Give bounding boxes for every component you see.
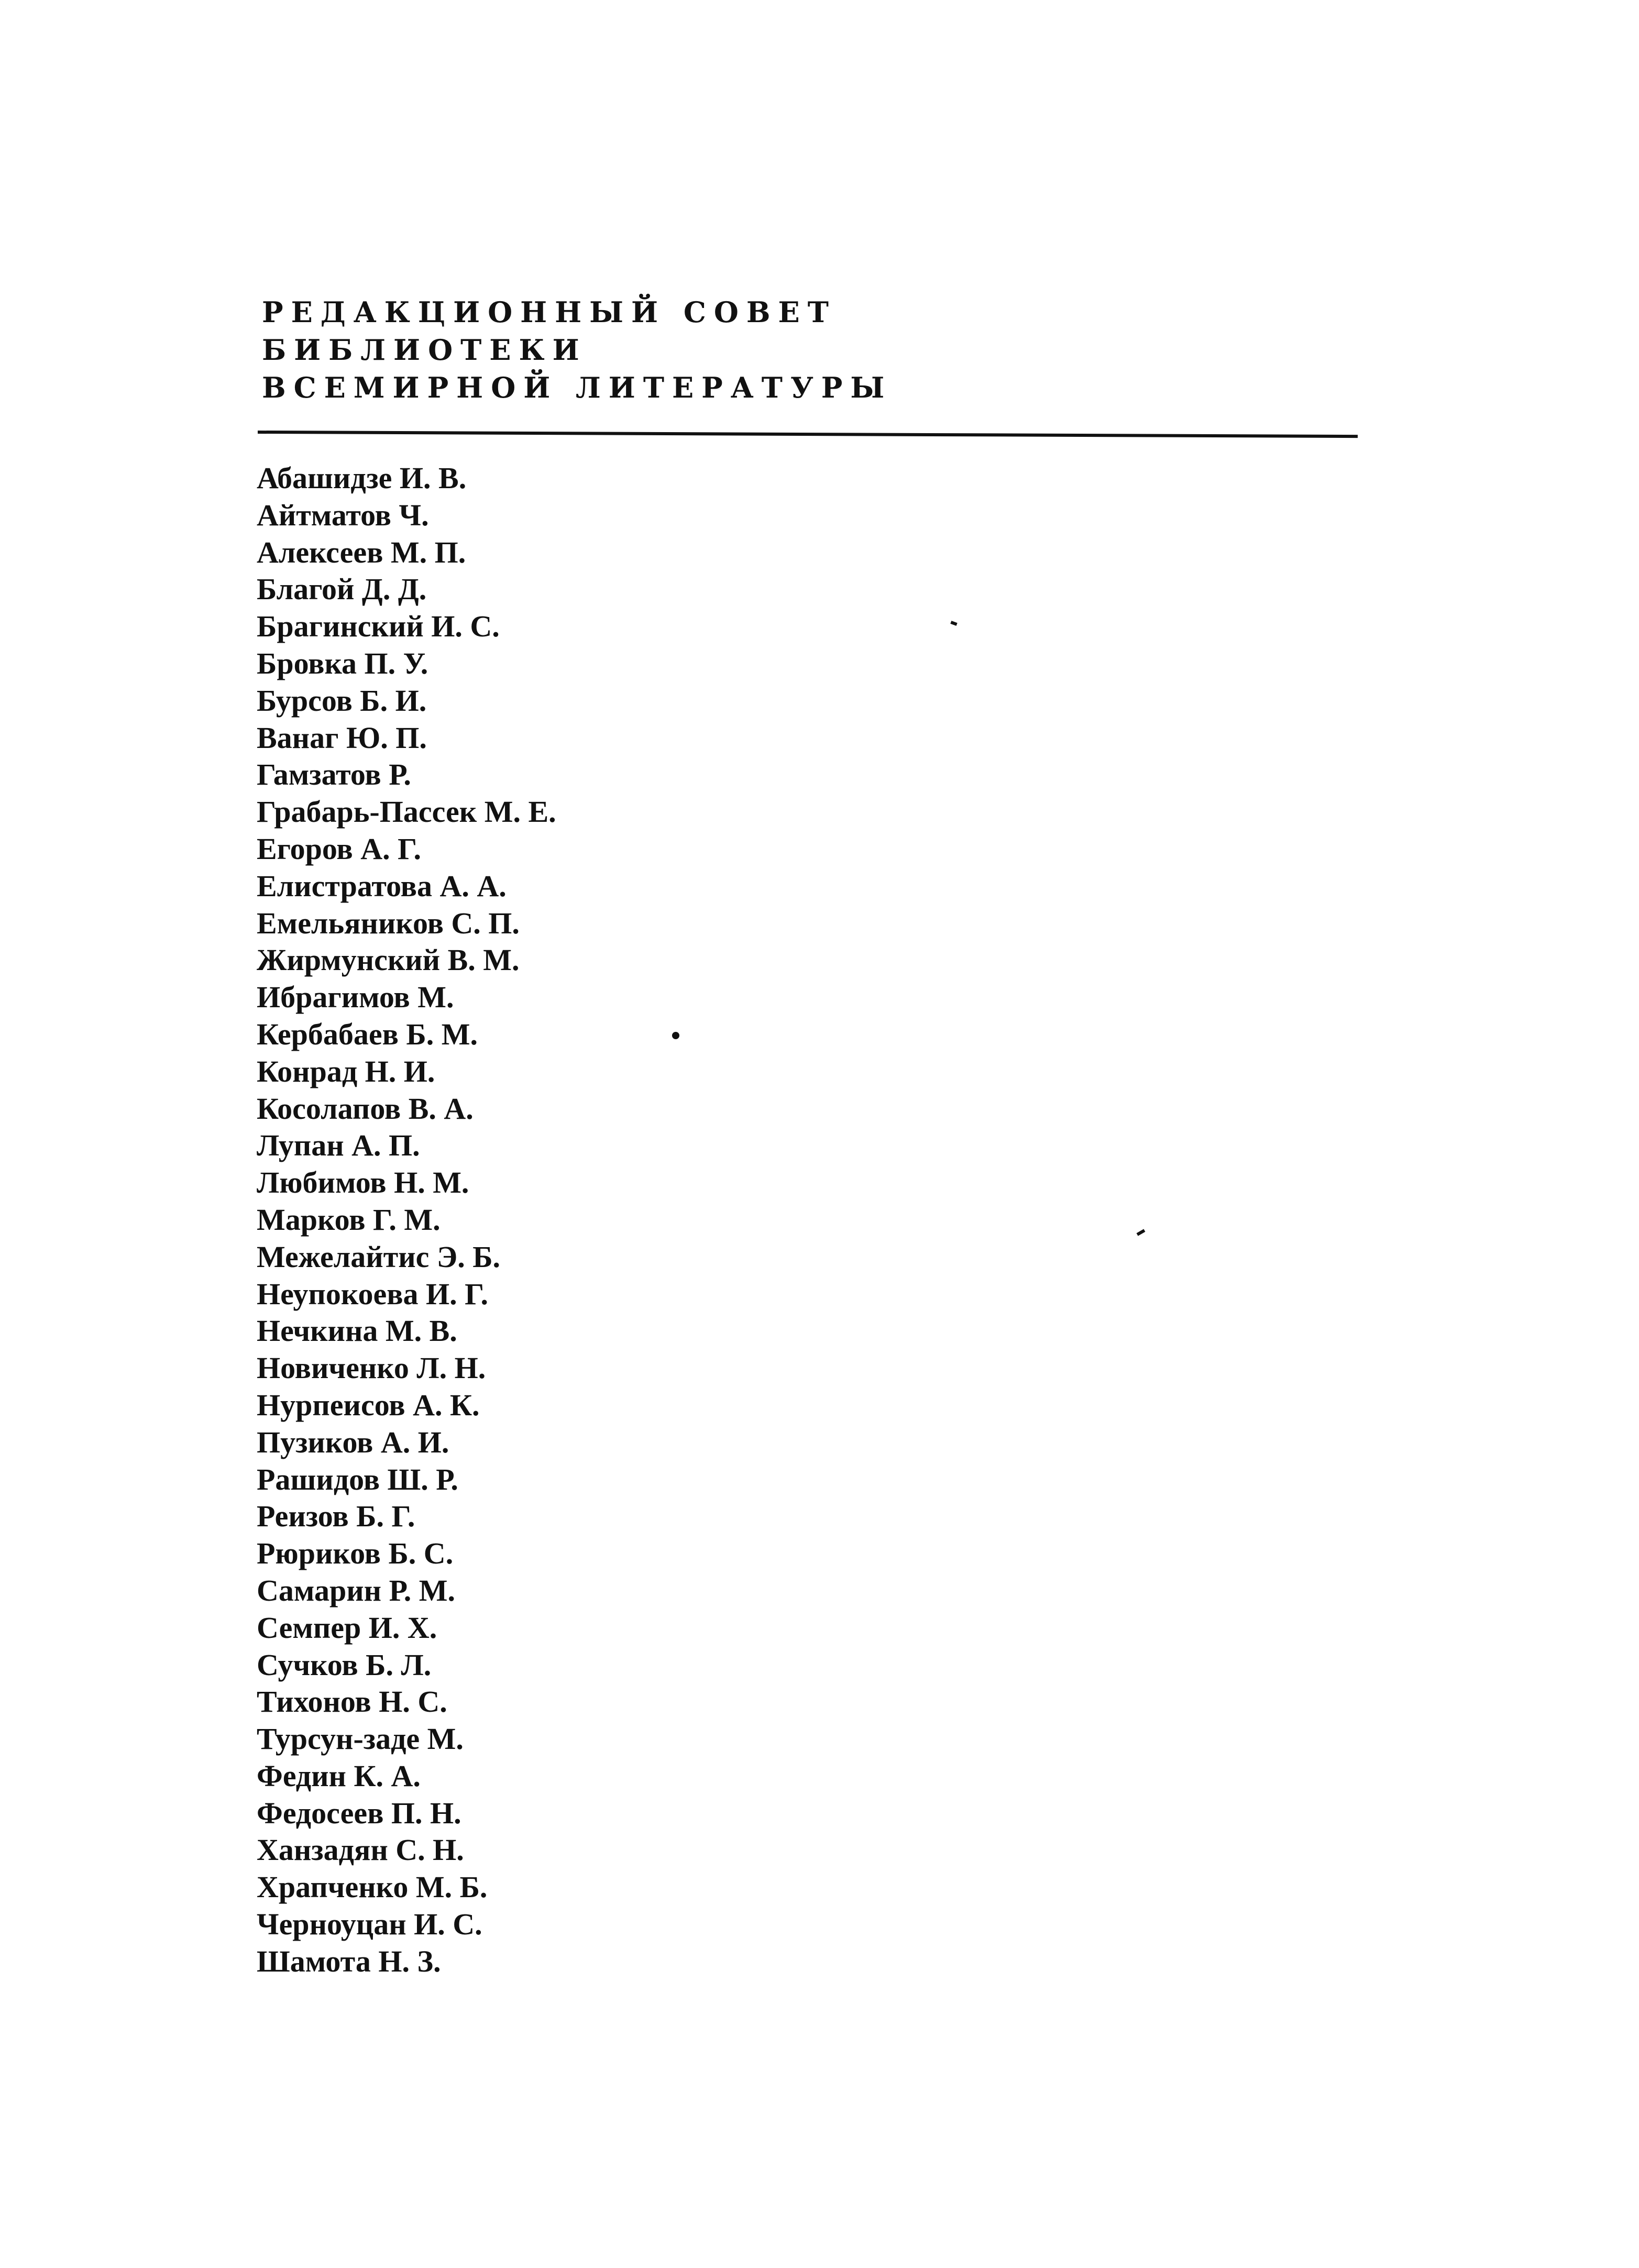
heading-line: БИБЛИОТЕКИ bbox=[262, 333, 587, 367]
member-name: Брагинский И. С. bbox=[257, 609, 500, 644]
member-name: Гамзатов Р. bbox=[257, 757, 411, 792]
member-name: Косолапов В. А. bbox=[257, 1091, 474, 1126]
member-name: Ибрагимов М. bbox=[257, 980, 454, 1015]
member-name: Бурсов Б. И. bbox=[257, 683, 427, 718]
member-name: Турсун-заде М. bbox=[257, 1722, 464, 1756]
member-name: Федин К. А. bbox=[257, 1758, 421, 1793]
board-member-list bbox=[257, 460, 556, 1980]
member-name: Елистратова А. А. bbox=[257, 868, 507, 903]
member-name: Новиченко Л. Н. bbox=[257, 1351, 486, 1385]
member-name: Грабарь-Пассек М. Е. bbox=[257, 795, 556, 829]
member-name: Айтматов Ч. bbox=[257, 498, 429, 532]
member-name: Егоров А. Г. bbox=[257, 831, 421, 866]
member-name: Тихонов Н. С. bbox=[257, 1685, 447, 1719]
member-name: Шамота Н. З. bbox=[257, 1944, 441, 1978]
member-name: Марков Г. М. bbox=[257, 1202, 441, 1237]
member-name: Жирмунский В. М. bbox=[257, 943, 520, 977]
member-name: Лупан А. П. bbox=[257, 1128, 420, 1163]
member-name: Межелайтис Э. Б. bbox=[257, 1239, 501, 1274]
member-name: Благой Д. Д. bbox=[257, 572, 427, 607]
member-name: Неупокоева И. Г. bbox=[257, 1276, 489, 1311]
member-name: Абашидзе И. В. bbox=[257, 461, 467, 495]
member-name: Храпченко М. Б. bbox=[257, 1870, 488, 1904]
member-name: Федосеев П. Н. bbox=[257, 1796, 461, 1830]
heading-line: ВСЕМИРНОЙ ЛИТЕРАТУРЫ bbox=[262, 371, 893, 404]
editorial-board-heading bbox=[262, 293, 892, 406]
member-name: Пузиков А. И. bbox=[257, 1425, 449, 1459]
print-speck bbox=[950, 621, 957, 626]
member-name: Черноуцан И. С. bbox=[257, 1907, 482, 1942]
member-name: Семпер И. Х. bbox=[257, 1610, 437, 1645]
member-name: Кербабаев Б. М. bbox=[257, 1017, 478, 1051]
member-name: Сучков Б. Л. bbox=[257, 1647, 432, 1682]
member-name: Ханзадян С. Н. bbox=[257, 1833, 464, 1867]
member-name: Рашидов Ш. Р. bbox=[257, 1462, 458, 1496]
heading-line: РЕДАКЦИОННЫЙ СОВЕТ bbox=[262, 295, 837, 329]
member-name: Ванаг Ю. П. bbox=[257, 720, 427, 755]
member-name: Рюриков Б. С. bbox=[257, 1536, 454, 1571]
member-name: Конрад Н. И. bbox=[257, 1054, 435, 1088]
member-name: Алексеев М. П. bbox=[257, 535, 466, 569]
member-name: Бровка П. У. bbox=[257, 646, 428, 680]
member-name: Емельяников С. П. bbox=[257, 906, 520, 940]
print-speck bbox=[672, 1032, 679, 1039]
member-name: Нечкина М. В. bbox=[257, 1314, 457, 1348]
member-name: Любимов Н. М. bbox=[257, 1165, 469, 1200]
member-name: Самарин Р. М. bbox=[257, 1573, 456, 1608]
print-speck bbox=[1137, 1229, 1146, 1236]
member-name: Реизов Б. Г. bbox=[257, 1499, 415, 1534]
member-name: Нурпеисов А. К. bbox=[257, 1388, 480, 1422]
heading-divider bbox=[258, 431, 1358, 438]
